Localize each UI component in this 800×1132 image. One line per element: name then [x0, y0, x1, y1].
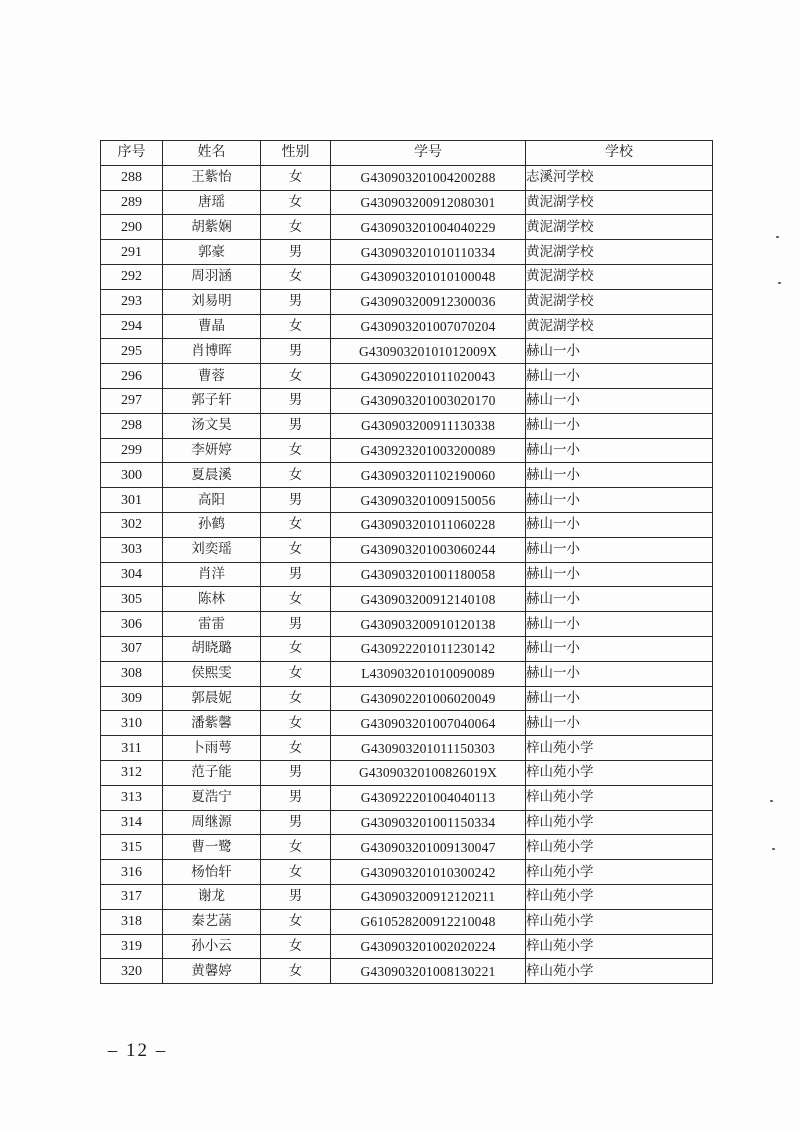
- cell-student-id: G430903201001180058: [331, 562, 526, 587]
- cell-student-id: G430902201011020043: [331, 364, 526, 389]
- table-row: [101, 909, 713, 934]
- table-row: [101, 587, 713, 612]
- cell-student-id: G430903201009150056: [331, 488, 526, 513]
- cell-serial-number: 305: [101, 587, 163, 612]
- cell-student-id: G430903200912300036: [331, 289, 526, 314]
- cell-name: 刘易明: [163, 289, 261, 314]
- table-row: [101, 463, 713, 488]
- header-student-id: 学号: [331, 141, 526, 166]
- cell-name: 高阳: [163, 488, 261, 513]
- cell-gender: 男: [261, 562, 331, 587]
- table-row: [101, 438, 713, 463]
- cell-name: 夏晨溪: [163, 463, 261, 488]
- cell-serial-number: 313: [101, 785, 163, 810]
- cell-student-id: G430903201009130047: [331, 835, 526, 860]
- cell-school: 梓山苑小学: [526, 785, 713, 810]
- cell-student-id: G430902201006020049: [331, 686, 526, 711]
- cell-gender: 男: [261, 289, 331, 314]
- cell-gender: 女: [261, 636, 331, 661]
- table-row: [101, 339, 713, 364]
- table-row: [101, 488, 713, 513]
- cell-student-id: G430903201007040064: [331, 711, 526, 736]
- table-row: [101, 537, 713, 562]
- cell-school: 梓山苑小学: [526, 959, 713, 984]
- cell-serial-number: 314: [101, 810, 163, 835]
- cell-serial-number: 297: [101, 388, 163, 413]
- cell-student-id: G430903201010100048: [331, 264, 526, 289]
- cell-name: 孙小云: [163, 934, 261, 959]
- cell-serial-number: 299: [101, 438, 163, 463]
- cell-gender: 男: [261, 240, 331, 265]
- cell-student-id: G430903201004200288: [331, 165, 526, 190]
- cell-student-id: G430903201004040229: [331, 215, 526, 240]
- cell-serial-number: 311: [101, 736, 163, 761]
- cell-student-id: G430903201008130221: [331, 959, 526, 984]
- cell-student-id: G430923201003200089: [331, 438, 526, 463]
- cell-name: 胡晓璐: [163, 636, 261, 661]
- table-row: [101, 215, 713, 240]
- cell-gender: 女: [261, 314, 331, 339]
- cell-student-id: G430903200911130338: [331, 413, 526, 438]
- cell-school: 赫山一小: [526, 488, 713, 513]
- cell-serial-number: 318: [101, 909, 163, 934]
- cell-serial-number: 291: [101, 240, 163, 265]
- table-row: [101, 512, 713, 537]
- cell-serial-number: 302: [101, 512, 163, 537]
- cell-gender: 女: [261, 959, 331, 984]
- cell-serial-number: 317: [101, 884, 163, 909]
- table-row: [101, 289, 713, 314]
- cell-name: 周继源: [163, 810, 261, 835]
- cell-school: 黄泥湖学校: [526, 264, 713, 289]
- cell-school: 黄泥湖学校: [526, 215, 713, 240]
- cell-name: 李妍婷: [163, 438, 261, 463]
- table-row: [101, 934, 713, 959]
- cell-serial-number: 290: [101, 215, 163, 240]
- cell-serial-number: 294: [101, 314, 163, 339]
- cell-school: 赫山一小: [526, 364, 713, 389]
- table-row: [101, 314, 713, 339]
- cell-name: 肖博晖: [163, 339, 261, 364]
- cell-student-id: G430922201004040113: [331, 785, 526, 810]
- cell-name: 周羽涵: [163, 264, 261, 289]
- scan-speck: [778, 282, 781, 284]
- cell-serial-number: 295: [101, 339, 163, 364]
- cell-name: 谢龙: [163, 884, 261, 909]
- cell-name: 侯熙雯: [163, 661, 261, 686]
- cell-school: 赫山一小: [526, 537, 713, 562]
- cell-student-id: G430922201011230142: [331, 636, 526, 661]
- cell-school: 志溪河学校: [526, 165, 713, 190]
- cell-gender: 女: [261, 686, 331, 711]
- cell-name: 曹一鹭: [163, 835, 261, 860]
- cell-student-id: G43090320100826019X: [331, 760, 526, 785]
- cell-school: 赫山一小: [526, 413, 713, 438]
- cell-serial-number: 289: [101, 190, 163, 215]
- cell-gender: 女: [261, 165, 331, 190]
- cell-student-id: G610528200912210048: [331, 909, 526, 934]
- cell-name: 雷雷: [163, 612, 261, 637]
- cell-name: 杨怡轩: [163, 860, 261, 885]
- cell-gender: 女: [261, 736, 331, 761]
- cell-school: 赫山一小: [526, 388, 713, 413]
- cell-school: 赫山一小: [526, 636, 713, 661]
- table-row: [101, 884, 713, 909]
- cell-school: 梓山苑小学: [526, 835, 713, 860]
- cell-serial-number: 319: [101, 934, 163, 959]
- cell-serial-number: 310: [101, 711, 163, 736]
- cell-school: 赫山一小: [526, 711, 713, 736]
- cell-gender: 男: [261, 413, 331, 438]
- cell-school: 黄泥湖学校: [526, 314, 713, 339]
- cell-gender: 女: [261, 438, 331, 463]
- cell-gender: 女: [261, 364, 331, 389]
- cell-name: 范子能: [163, 760, 261, 785]
- cell-name: 唐瑶: [163, 190, 261, 215]
- cell-school: 梓山苑小学: [526, 860, 713, 885]
- cell-serial-number: 308: [101, 661, 163, 686]
- cell-gender: 男: [261, 612, 331, 637]
- cell-student-id: G430903201003060244: [331, 537, 526, 562]
- student-roster-table: [100, 140, 713, 984]
- cell-student-id: G430903201002020224: [331, 934, 526, 959]
- cell-student-id: G43090320101012009X: [331, 339, 526, 364]
- cell-school: 梓山苑小学: [526, 736, 713, 761]
- cell-serial-number: 304: [101, 562, 163, 587]
- cell-gender: 男: [261, 760, 331, 785]
- cell-serial-number: 293: [101, 289, 163, 314]
- table-row: [101, 388, 713, 413]
- cell-name: 夏浩宁: [163, 785, 261, 810]
- cell-student-id: G430903201010110334: [331, 240, 526, 265]
- cell-name: 潘紫馨: [163, 711, 261, 736]
- cell-gender: 男: [261, 339, 331, 364]
- cell-school: 赫山一小: [526, 587, 713, 612]
- cell-school: 赫山一小: [526, 463, 713, 488]
- cell-student-id: L430903201010090089: [331, 661, 526, 686]
- header-gender: 性别: [261, 141, 331, 166]
- cell-school: 赫山一小: [526, 661, 713, 686]
- cell-serial-number: 300: [101, 463, 163, 488]
- table-row: [101, 736, 713, 761]
- cell-school: 黄泥湖学校: [526, 289, 713, 314]
- cell-serial-number: 320: [101, 959, 163, 984]
- cell-name: 曹蓉: [163, 364, 261, 389]
- scan-speck: [770, 800, 773, 802]
- cell-serial-number: 312: [101, 760, 163, 785]
- cell-gender: 女: [261, 909, 331, 934]
- cell-gender: 女: [261, 512, 331, 537]
- cell-school: 赫山一小: [526, 562, 713, 587]
- cell-name: 卜雨萼: [163, 736, 261, 761]
- cell-student-id: G430903201003020170: [331, 388, 526, 413]
- cell-name: 郭豪: [163, 240, 261, 265]
- table-row: [101, 612, 713, 637]
- cell-name: 王紫怡: [163, 165, 261, 190]
- table-row: [101, 760, 713, 785]
- cell-student-id: G430903200910120138: [331, 612, 526, 637]
- cell-gender: 女: [261, 463, 331, 488]
- cell-name: 肖洋: [163, 562, 261, 587]
- table-row: [101, 562, 713, 587]
- cell-school: 梓山苑小学: [526, 760, 713, 785]
- cell-name: 孙鹤: [163, 512, 261, 537]
- table-row: [101, 835, 713, 860]
- cell-name: 秦艺菡: [163, 909, 261, 934]
- cell-gender: 男: [261, 810, 331, 835]
- cell-student-id: G430903200912120211: [331, 884, 526, 909]
- cell-gender: 女: [261, 190, 331, 215]
- cell-serial-number: 315: [101, 835, 163, 860]
- cell-school: 黄泥湖学校: [526, 240, 713, 265]
- cell-student-id: G430903200912080301: [331, 190, 526, 215]
- cell-name: 黄馨婷: [163, 959, 261, 984]
- table-row: [101, 190, 713, 215]
- header-school: 学校: [526, 141, 713, 166]
- cell-name: 汤文昊: [163, 413, 261, 438]
- cell-student-id: G430903201011150303: [331, 736, 526, 761]
- cell-gender: 女: [261, 537, 331, 562]
- table-row: [101, 413, 713, 438]
- cell-gender: 女: [261, 587, 331, 612]
- cell-student-id: G430903201102190060: [331, 463, 526, 488]
- cell-gender: 男: [261, 884, 331, 909]
- cell-school: 赫山一小: [526, 686, 713, 711]
- table-row: [101, 810, 713, 835]
- table-row: [101, 264, 713, 289]
- cell-serial-number: 288: [101, 165, 163, 190]
- cell-serial-number: 292: [101, 264, 163, 289]
- cell-name: 曹晶: [163, 314, 261, 339]
- cell-serial-number: 307: [101, 636, 163, 661]
- cell-school: 赫山一小: [526, 438, 713, 463]
- table-row: [101, 165, 713, 190]
- header-name: 姓名: [163, 141, 261, 166]
- table-row: [101, 959, 713, 984]
- cell-school: 赫山一小: [526, 339, 713, 364]
- table-row: [101, 661, 713, 686]
- cell-serial-number: 316: [101, 860, 163, 885]
- cell-serial-number: 306: [101, 612, 163, 637]
- cell-serial-number: 309: [101, 686, 163, 711]
- table-row: [101, 240, 713, 265]
- cell-gender: 女: [261, 215, 331, 240]
- cell-serial-number: 303: [101, 537, 163, 562]
- scan-speck: [776, 236, 779, 238]
- cell-school: 梓山苑小学: [526, 810, 713, 835]
- cell-gender: 女: [261, 860, 331, 885]
- cell-name: 陈林: [163, 587, 261, 612]
- header-serial-number: 序号: [101, 141, 163, 166]
- table-row: [101, 364, 713, 389]
- cell-name: 郭子轩: [163, 388, 261, 413]
- cell-gender: 男: [261, 785, 331, 810]
- cell-school: 黄泥湖学校: [526, 190, 713, 215]
- cell-student-id: G430903201010300242: [331, 860, 526, 885]
- cell-school: 梓山苑小学: [526, 934, 713, 959]
- table-row: [101, 860, 713, 885]
- cell-gender: 女: [261, 835, 331, 860]
- table-row: [101, 711, 713, 736]
- cell-student-id: G430903200912140108: [331, 587, 526, 612]
- cell-gender: 男: [261, 388, 331, 413]
- cell-school: 梓山苑小学: [526, 884, 713, 909]
- cell-gender: 女: [261, 661, 331, 686]
- cell-name: 胡紫娴: [163, 215, 261, 240]
- cell-gender: 女: [261, 264, 331, 289]
- cell-serial-number: 301: [101, 488, 163, 513]
- cell-name: 刘奕瑶: [163, 537, 261, 562]
- table-row: [101, 636, 713, 661]
- cell-serial-number: 298: [101, 413, 163, 438]
- cell-gender: 男: [261, 488, 331, 513]
- cell-serial-number: 296: [101, 364, 163, 389]
- table-row: [101, 785, 713, 810]
- cell-school: 赫山一小: [526, 612, 713, 637]
- table-header-row: [101, 141, 713, 166]
- cell-student-id: G430903201011060228: [331, 512, 526, 537]
- cell-gender: 女: [261, 934, 331, 959]
- cell-school: 梓山苑小学: [526, 909, 713, 934]
- page-number: – 12 –: [107, 1040, 168, 1061]
- cell-name: 郭晨妮: [163, 686, 261, 711]
- scan-speck: [772, 848, 775, 850]
- table-row: [101, 686, 713, 711]
- cell-student-id: G430903201001150334: [331, 810, 526, 835]
- cell-gender: 女: [261, 711, 331, 736]
- cell-student-id: G430903201007070204: [331, 314, 526, 339]
- cell-school: 赫山一小: [526, 512, 713, 537]
- table-body: [101, 165, 713, 983]
